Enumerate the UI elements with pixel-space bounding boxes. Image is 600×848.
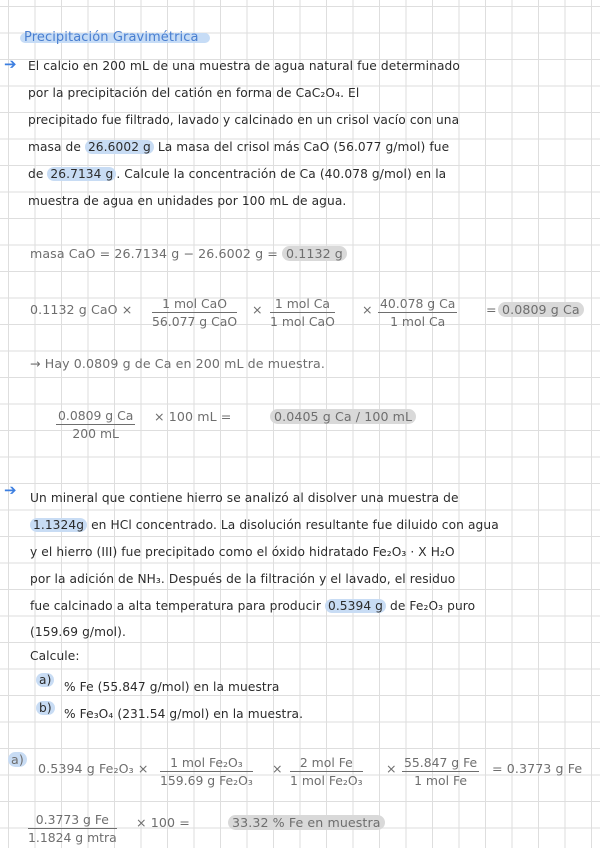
page-title: Precipitación Gravimétrica [24,30,199,45]
fraction-num: 55.847 g Fe [404,755,478,770]
fraction-num: 40.078 g Ca [380,296,456,311]
equals-sign: = [486,302,497,317]
ca-mass-result-value: 0.0809 g Ca [498,302,584,317]
times-sign: × [362,302,373,317]
p2-line-5 [30,598,475,614]
fraction-num: 1 mol Ca [270,296,335,313]
fraction-num: 1 mol CaO [152,296,237,313]
p1-line-4-pre: masa de [28,140,81,154]
percent-fe-result [228,815,385,831]
item-a-label [36,672,54,688]
concentration-result-value: 0.0405 g Ca / 100 mL [270,409,416,424]
p1-line-5 [28,166,446,182]
fraction-mol-fe [290,755,363,788]
p1-line-4 [28,139,449,155]
p1-line-3: precipitado fue filtrado, lavado y calcinado en un crisol vacío con una [28,113,460,127]
concentration-result [270,409,416,425]
solution-a-label-text: a) [8,752,27,767]
item-a-text: % Fe (55.847 g/mol) en la muestra [64,680,280,694]
crucible-mass: 26.6002 g [85,140,154,154]
p2-line-5-pre: fue calcinado a alta temperatura para producir [30,599,321,613]
stoich-start: 0.1132 g CaO × [30,302,133,317]
cao-mass-result: 0.1132 g [282,246,347,261]
fraction-den: 1 mol Fe₂O₃ [290,773,363,788]
cao-mass-calc-text: masa CaO = 26.7134 g − 26.6002 g = [30,246,278,261]
item-b-label-text: b) [36,701,55,715]
times-sign: × [386,761,397,776]
fe-stoich-start: 0.5394 g Fe₂O₃ × [38,761,149,776]
fraction-den: 56.077 g CaO [152,314,238,329]
fraction-mol-ca [270,296,335,329]
fraction-num: 1 mol Fe₂O₃ [160,755,253,772]
fraction-ca-per-200ml [56,408,135,441]
times-100ml: × 100 mL = [154,409,232,424]
p1-line-4-post: La masa del crisol más CaO (56.077 g/mol) fue [157,140,450,154]
p2-line-3: y el hierro (III) fue precipitado como el óxido hidratado Fe₂O₃ · X H₂O [30,545,455,559]
fe-mass-result: = 0.3773 g Fe [492,761,583,776]
fraction-num: 2 mol Fe [290,755,363,772]
times-100: × 100 = [136,815,190,830]
fraction-num: 0.3773 g Fe [28,812,117,829]
p1-line-5-pre: de [28,167,44,181]
calcule-label: Calcule: [30,649,80,663]
fraction-den: 200 mL [72,426,119,441]
fraction-den: 1 mol CaO [270,314,335,329]
item-b-label [36,700,55,716]
p2-line-1: Un mineral que contiene hierro se analizó al disolver una muestra de [30,491,459,505]
fraction-den: 1.1824 g mtra [28,830,117,845]
fraction-den: 1 mol Ca [390,314,446,329]
fraction-den: 159.69 g Fe₂O₃ [160,773,253,788]
cao-mass-calc [30,246,347,262]
sample-mass: 1.1324g [30,518,87,532]
arrow-icon: ➔ [4,481,17,499]
p1-line-5-post: . Calcule la concentración de Ca (40.078 g/mol) en la [116,167,447,181]
ca-mass-result [498,302,584,318]
total-mass: 26.7134 g [47,167,116,181]
times-sign: × [272,761,283,776]
hay-statement: → Hay 0.0809 g de Ca en 200 mL de muestra. [30,356,325,371]
p2-line-4: por la adición de NH₃. Después de la filtración y el lavado, el residuo [30,572,456,586]
fraction-g-fe [402,755,479,788]
item-a-label-text: a) [36,673,54,687]
item-b-text: % Fe₃O₄ (231.54 g/mol) en la muestra. [64,707,304,721]
solution-a-label [8,752,27,768]
arrow-icon: ➔ [4,55,17,73]
fraction-mol-fe2o3 [160,755,253,788]
percent-fe-result-value: 33.32 % Fe en muestra [228,815,385,830]
p2-line-2 [30,517,499,533]
fraction-fe-per-sample [28,812,117,845]
p2-line-5-post: de Fe₂O₃ puro [390,599,476,613]
fraction-den: 1 mol Fe [414,773,468,788]
oxide-mass: 0.5394 g [325,599,386,613]
p2-line-6: (159.69 g/mol). [30,625,126,639]
p2-line-2-post: en HCl concentrado. La disolución resultante fue diluido con agua [91,518,499,532]
p1-line-6: muestra de agua en unidades por 100 mL de agua. [28,194,347,208]
fraction-num: 0.0809 g Ca [58,408,134,423]
fraction-g-ca [378,296,457,329]
fraction-mol-cao [152,296,237,329]
p1-line-1: El calcio en 200 mL de una muestra de agua natural fue determinado [28,59,460,73]
p1-line-2: por la precipitación del catión en forma de CaC₂O₄. El [28,86,360,100]
times-sign: × [252,302,263,317]
